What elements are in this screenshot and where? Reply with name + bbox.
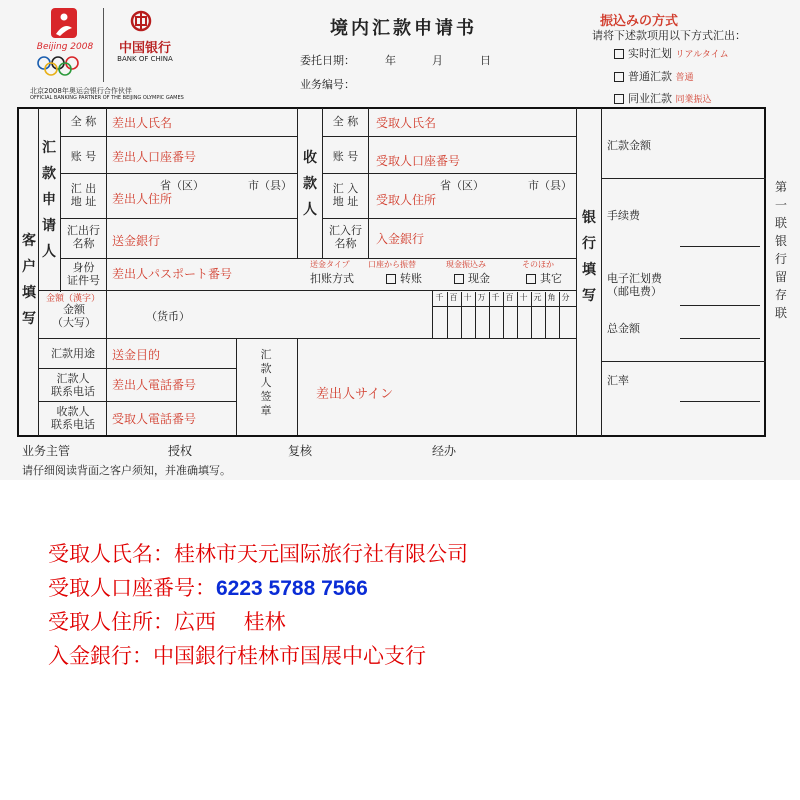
method-option-label: 同业汇款 bbox=[628, 92, 672, 105]
olympic-logo bbox=[30, 6, 100, 86]
amount-jp-label: 金額（漢字） bbox=[46, 294, 101, 304]
payee-phone-value[interactable]: 受取人電話番号 bbox=[112, 412, 197, 426]
method-option-jp: 同業振込 bbox=[675, 95, 712, 105]
method-option-label: 普通汇款 bbox=[628, 70, 672, 83]
other-checkbox[interactable] bbox=[526, 274, 536, 284]
applicant-id-label: 身份 证件号 bbox=[67, 261, 100, 287]
digit-label: 千 bbox=[435, 293, 444, 302]
applicant-side-label: 汇 款 申 请 人 bbox=[42, 140, 56, 260]
applicant-account-value[interactable]: 差出人口座番号 bbox=[112, 150, 197, 164]
payee-province-label: 省（区） bbox=[440, 179, 484, 192]
detail-value: 中国銀行桂林市国展中心支行 bbox=[153, 644, 426, 668]
payee-name-value[interactable]: 受取人氏名 bbox=[376, 116, 437, 130]
business-number-label: 业务编号： bbox=[300, 78, 355, 91]
applicant-name-label: 全 称 bbox=[70, 115, 97, 128]
debit-jp-cash: 現金振込み bbox=[446, 260, 486, 269]
detail-payee-address bbox=[48, 606, 286, 636]
bank-fill-side-label: 银 行 填 写 bbox=[582, 210, 596, 304]
detail-value: 6223 5788 7566 bbox=[216, 577, 368, 600]
detail-label: 受取人口座番号： bbox=[48, 576, 216, 600]
payee-phone-label: 收款人 联系电话 bbox=[51, 405, 95, 431]
bank-name-cn: 中国银行 bbox=[118, 41, 171, 56]
purpose-value[interactable]: 送金目的 bbox=[112, 348, 161, 362]
detail-value: 桂林市天元国际旅行社有限公司 bbox=[174, 542, 468, 566]
applicant-phone-value[interactable]: 差出人電話番号 bbox=[112, 378, 197, 392]
debit-option-label: 现金 bbox=[468, 272, 490, 285]
applicant-account-label: 账 号 bbox=[70, 150, 97, 163]
debit-option-other[interactable] bbox=[526, 270, 562, 286]
digit-label: 角 bbox=[547, 293, 556, 302]
applicant-city-label: 市（县） bbox=[248, 179, 292, 192]
signature-label: 汇 款 人 签 章 bbox=[260, 348, 272, 417]
date-label: 委托日期： bbox=[300, 54, 355, 67]
digit-label: 元 bbox=[533, 293, 542, 302]
bank-total-label: 总金额 bbox=[607, 322, 640, 335]
debit-method-label: 扣账方式 bbox=[310, 272, 354, 285]
digit-label: 万 bbox=[477, 293, 486, 302]
payee-city-label: 市（县） bbox=[528, 179, 572, 192]
applicant-province-label: 省（区） bbox=[160, 179, 204, 192]
footer-role-manager: 业务主管 bbox=[22, 444, 71, 458]
applicant-address-value[interactable]: 差出人住所 bbox=[112, 192, 173, 206]
payee-side-label: 收 款 人 bbox=[303, 150, 317, 218]
debit-jp-transfer: 口座から振替 bbox=[368, 260, 416, 269]
realtime-checkbox[interactable] bbox=[614, 49, 624, 59]
cash-checkbox[interactable] bbox=[454, 274, 464, 284]
payee-account-label: 账 号 bbox=[332, 150, 359, 163]
customer-fill-label: 客 户 填 写 bbox=[22, 233, 36, 327]
detail-payee-name bbox=[48, 538, 468, 568]
digit-label: 百 bbox=[505, 293, 514, 302]
applicant-bank-label: 汇出行 名称 bbox=[67, 224, 100, 250]
debit-option-label: 其它 bbox=[540, 272, 562, 285]
date-day-label: 日 bbox=[480, 54, 491, 67]
applicant-address-label: 汇 出 地 址 bbox=[70, 182, 97, 208]
footer-role-review: 复核 bbox=[288, 444, 313, 458]
purpose-label: 汇款用途 bbox=[51, 347, 95, 360]
debit-jp-type: 送金タイプ bbox=[310, 260, 350, 269]
debit-option-label: 转账 bbox=[400, 272, 422, 285]
method-option-interbank[interactable] bbox=[614, 90, 712, 106]
footer-role-handler: 经办 bbox=[432, 444, 457, 458]
bank-logo bbox=[110, 10, 180, 80]
digit-label: 十 bbox=[519, 293, 528, 302]
payee-bank-label: 汇入行 名称 bbox=[329, 224, 362, 250]
interbank-checkbox[interactable] bbox=[614, 94, 624, 104]
digit-label: 千 bbox=[491, 293, 500, 302]
digit-label: 十 bbox=[463, 293, 472, 302]
applicant-bank-value[interactable]: 送金銀行 bbox=[112, 234, 161, 248]
method-option-jp: リアルタイム bbox=[675, 50, 729, 60]
logo-divider bbox=[103, 8, 104, 82]
signature-value[interactable]: 差出人サイン bbox=[316, 387, 394, 402]
detail-label: 入金銀行： bbox=[48, 644, 153, 668]
method-title: 振込みの方式 bbox=[600, 14, 679, 29]
detail-label: 受取人住所： bbox=[48, 610, 174, 634]
method-option-realtime[interactable] bbox=[614, 45, 729, 61]
bank-ecf-label: 电子汇划费 （邮电费） bbox=[607, 272, 662, 298]
payee-account-value[interactable]: 受取人口座番号 bbox=[376, 154, 461, 168]
debit-option-transfer[interactable] bbox=[386, 270, 422, 286]
partner-line-en: OFFICIAL BANKING PARTNER OF THE BEIJING OLYMPIC GAMES bbox=[30, 95, 184, 101]
bank-remit-amount-label: 汇款金额 bbox=[607, 139, 651, 152]
date-month-label: 月 bbox=[432, 54, 443, 67]
copy-label: 第 一 联 银 行 留 存 联 bbox=[774, 180, 787, 320]
debit-option-cash[interactable] bbox=[454, 270, 490, 286]
method-subtitle: 请将下述款项用以下方式汇出： bbox=[592, 29, 746, 42]
method-option-label: 实时汇划 bbox=[628, 47, 672, 60]
footer-role-authorize: 授权 bbox=[168, 444, 193, 458]
bank-fee-label: 手续费 bbox=[607, 209, 640, 222]
payee-address-value[interactable]: 受取人住所 bbox=[376, 193, 437, 207]
form-title: 境内汇款申请书 bbox=[330, 18, 477, 39]
detail-label: 受取人氏名： bbox=[48, 542, 174, 566]
bank-rate-label: 汇率 bbox=[607, 374, 629, 387]
currency-label: （货币） bbox=[146, 310, 190, 323]
detail-value: 広西 桂林 bbox=[174, 610, 286, 634]
digit-label: 百 bbox=[449, 293, 458, 302]
detail-payee-account bbox=[48, 572, 368, 602]
digit-label: 分 bbox=[561, 293, 570, 302]
payee-bank-value[interactable]: 入金銀行 bbox=[376, 232, 425, 246]
partner-line-cn: 北京2008年奥运会银行合作伙伴 bbox=[30, 87, 132, 95]
normal-checkbox[interactable] bbox=[614, 72, 624, 82]
bank-of-china-icon bbox=[130, 10, 152, 32]
amount-digit-grid[interactable] bbox=[434, 292, 576, 338]
detail-payee-bank bbox=[48, 640, 426, 670]
footer-note: 请仔细阅读背面之客户须知，并准确填写。 bbox=[22, 464, 231, 477]
payee-name-label: 全 称 bbox=[332, 115, 359, 128]
date-year-label: 年 bbox=[385, 54, 396, 67]
amount-label: 金额 （大写） bbox=[52, 303, 96, 329]
applicant-phone-label: 汇款人 联系电话 bbox=[51, 372, 95, 398]
payee-address-label: 汇 入 地 址 bbox=[332, 182, 359, 208]
applicant-name-value[interactable]: 差出人氏名 bbox=[112, 116, 173, 130]
method-option-jp: 普通 bbox=[675, 73, 694, 83]
olympic-text: Beijing 2008 bbox=[36, 42, 94, 52]
bank-name-en: BANK OF CHINA bbox=[117, 55, 173, 63]
method-option-normal[interactable] bbox=[614, 68, 694, 84]
applicant-id-value[interactable]: 差出人パスポート番号 bbox=[112, 267, 233, 281]
transfer-checkbox[interactable] bbox=[386, 274, 396, 284]
debit-jp-other: そのほか bbox=[522, 260, 554, 269]
